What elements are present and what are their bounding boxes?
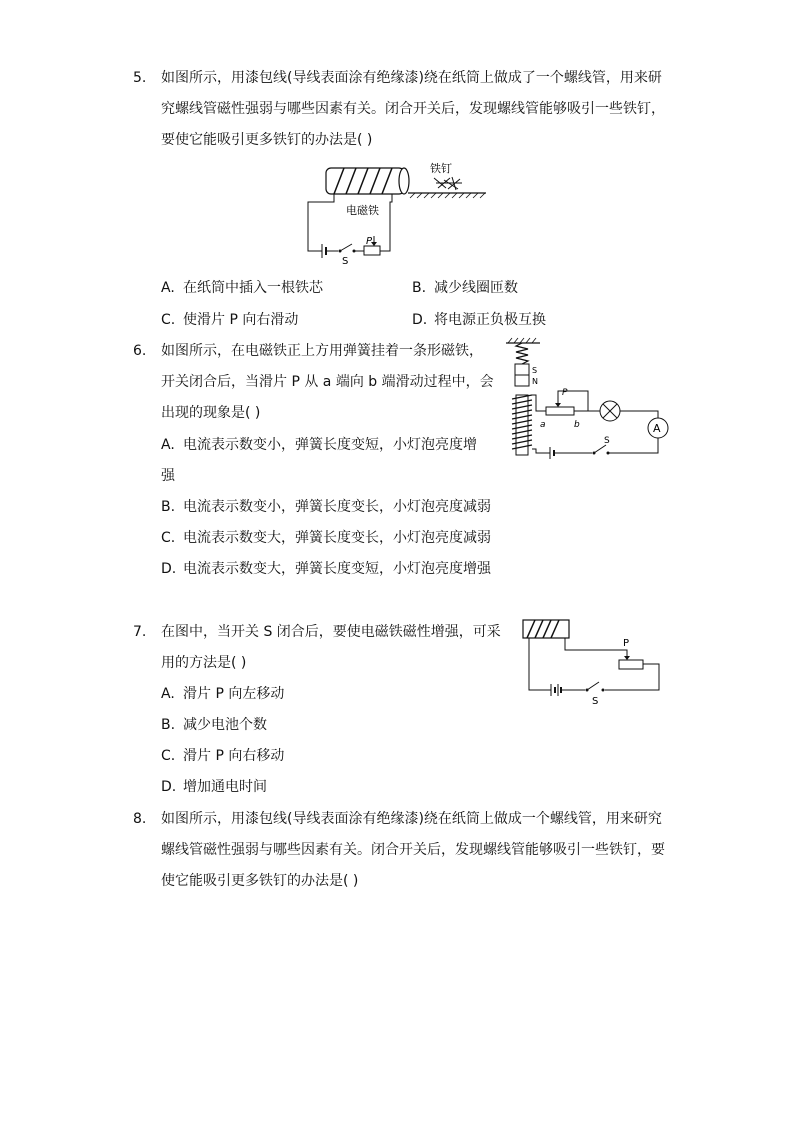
option-a[interactable]: A. 电流表示数变小，弹簧长度变短，小灯泡亮度增 xyxy=(161,437,477,453)
option-c[interactable]: C. 使滑片 P 向右滑动 xyxy=(161,312,299,328)
question-text-line: 开关闭合后，当滑片 P 从 a 端向 b 端滑动过程中，会 xyxy=(161,374,494,390)
question-text-line: 如图所示，用漆包线(导线表面涂有绝缘漆)绕在纸筒上做成了一个螺线管，用来研 xyxy=(161,70,662,86)
option-a-continued: 强 xyxy=(161,468,175,484)
nails-icon xyxy=(434,177,462,190)
question-number: 7. xyxy=(133,624,147,640)
slider-label: P xyxy=(623,638,630,649)
option-d[interactable]: D. 增加通电时间 xyxy=(161,779,267,795)
south-pole-label: S xyxy=(532,366,538,375)
question-text-line: 用的方法是( ) xyxy=(161,655,247,671)
option-c[interactable]: C. 电流表示数变大，弹簧长度变长，小灯泡亮度减弱 xyxy=(161,530,491,546)
spring-magnet-circuit-figure xyxy=(500,337,670,465)
option-d[interactable]: D. 电流表示数变大，弹簧长度变短，小灯泡亮度增强 xyxy=(161,561,491,577)
question-text-line: 出现的现象是( ) xyxy=(161,405,261,421)
option-a[interactable]: A. 在纸筒中插入一根铁芯 xyxy=(161,280,323,296)
option-b[interactable]: B. 减少线圈匝数 xyxy=(412,280,518,296)
electromagnet-label: 电磁铁 xyxy=(346,204,379,217)
option-d[interactable]: D. 将电源正负极互换 xyxy=(412,312,546,328)
question-number: 8. xyxy=(133,811,147,827)
switch-label: S xyxy=(592,696,599,706)
end-b-label: b xyxy=(574,420,580,430)
nails-label: 铁钉 xyxy=(430,162,452,175)
option-b[interactable]: B. 减少电池个数 xyxy=(161,717,267,733)
north-pole-label: N xyxy=(532,377,538,386)
question-text-line: 使它能吸引更多铁钉的办法是( ) xyxy=(161,873,359,889)
question-text-line: 如图所示，在电磁铁正上方用弹簧挂着一条形磁铁， xyxy=(161,343,483,359)
switch-label: S xyxy=(604,436,610,446)
question-text-line: 究螺线管磁性强弱与哪些因素有关。闭合开关后，发现螺线管能够吸引一些铁钉， xyxy=(161,101,665,117)
question-text-line: 如图所示，用漆包线(导线表面涂有绝缘漆)绕在纸筒上做成一个螺线管，用来研究 xyxy=(161,811,662,827)
option-a[interactable]: A. 滑片 P 向左移动 xyxy=(161,686,285,702)
option-b[interactable]: B. 电流表示数变小，弹簧长度变长，小灯泡亮度减弱 xyxy=(161,499,491,515)
electromagnet-rheostat-figure xyxy=(515,614,665,706)
option-c[interactable]: C. 滑片 P 向右移动 xyxy=(161,748,285,764)
question-number: 5. xyxy=(133,70,147,86)
slider-label: P xyxy=(562,388,568,398)
question-text-line: 要使它能吸引更多铁钉的办法是( ) xyxy=(161,132,373,148)
solenoid-circuit-figure xyxy=(298,158,498,268)
end-a-label: a xyxy=(540,420,546,430)
question-text-line: 螺线管磁性强弱与哪些因素有关。闭合开关后，发现螺线管能够吸引一些铁钉，要 xyxy=(161,842,665,858)
slider-label: P xyxy=(366,236,373,247)
ammeter-label: A xyxy=(653,422,661,435)
question-text-line: 在图中，当开关 S 闭合后，要使电磁铁磁性增强，可采 xyxy=(161,624,501,640)
switch-label: S xyxy=(342,256,349,267)
question-number: 6. xyxy=(133,343,147,359)
